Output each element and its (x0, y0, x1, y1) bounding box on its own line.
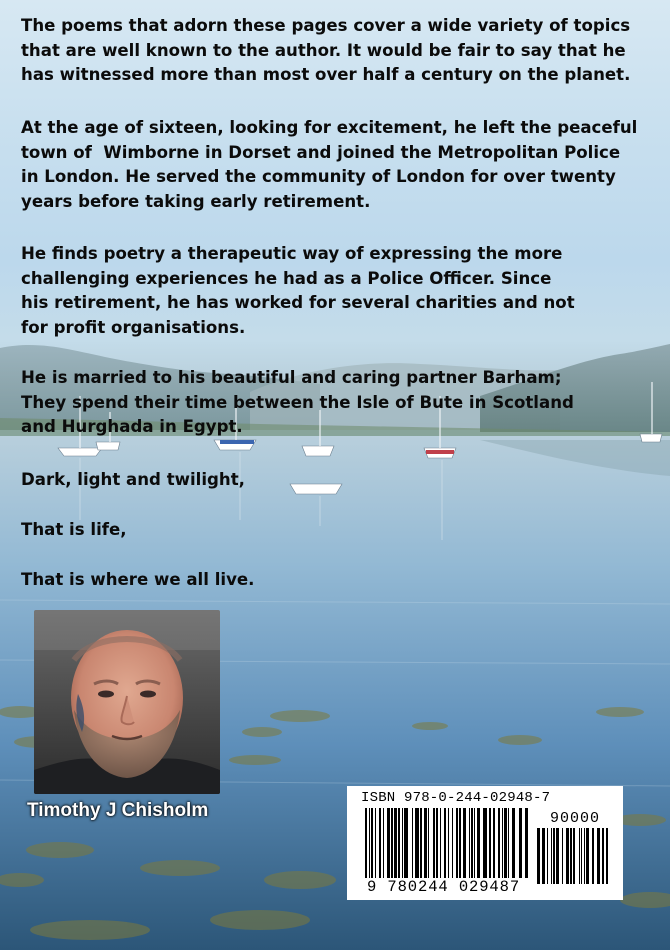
barcode-bar (562, 828, 563, 884)
text-line: and Hurghada in Egypt. (21, 417, 243, 436)
barcode-bar (581, 828, 582, 884)
barcode-bar (542, 828, 545, 884)
barcode-bar (456, 808, 458, 878)
text-line: town of Wimborne in Dorset and joined the Metropolitan Police (21, 142, 621, 162)
barcode-bar (448, 808, 449, 878)
barcode-bar (440, 808, 441, 878)
bio-paragraph-3 (21, 242, 661, 340)
barcode-bar (493, 808, 495, 878)
text-line: That is life, (21, 520, 127, 539)
barcode-bar (584, 828, 585, 884)
barcode-bar (459, 808, 461, 878)
barcode-bar (428, 808, 429, 878)
barcode-bar (436, 808, 438, 878)
barcode-bar (383, 808, 384, 878)
barcode-bar (537, 828, 540, 884)
barcode-bar (489, 808, 491, 878)
barcode-bar (504, 808, 507, 878)
isbn-label: ISBN 978-0-244-02948-7 (361, 790, 551, 806)
bio-paragraph-2 (21, 116, 661, 214)
barcode-bar (424, 808, 427, 878)
isbn-barcode (347, 786, 623, 900)
barcode-bar (508, 808, 509, 878)
barcode-bar (469, 808, 470, 878)
verse-line-3 (21, 568, 661, 593)
barcode-bar (573, 828, 575, 884)
barcode-bar (498, 808, 500, 878)
text-line: for profit organisations. (21, 317, 246, 337)
barcode-bar (502, 808, 503, 878)
text-line: years before taking early retirement. (21, 191, 371, 211)
text-line: At the age of sixteen, looking for excitement, he left the peaceful (21, 118, 638, 137)
barcode-bar (512, 808, 515, 878)
bio-paragraph-1 (21, 14, 661, 88)
barcode-bar (379, 808, 381, 878)
barcode-bar (570, 828, 572, 884)
barcode-bar (579, 828, 580, 884)
author-name: Timothy J Chisholm (27, 800, 209, 821)
text-line: He finds poetry a therapeutic way of expressing the more (21, 244, 563, 263)
text-line: That is where we all live. (21, 570, 255, 589)
barcode-bar (387, 808, 390, 878)
text-line: has witnessed more than most over half a century on the planet. (21, 65, 631, 84)
barcode-bar (553, 828, 555, 884)
barcode-bar (519, 808, 522, 878)
text-line: He is married to his beautiful and caring partner Barham; (21, 368, 562, 387)
barcode-bar (586, 828, 589, 884)
barcode-bar (412, 808, 413, 878)
barcode-bar (547, 828, 548, 884)
verse-line-2 (21, 518, 661, 543)
barcode-bar (415, 808, 419, 878)
text-line: that are well known to the author. It would be fair to say that he (21, 40, 626, 60)
author-photo (34, 610, 220, 794)
barcode-bar (471, 808, 473, 878)
barcode-bar (404, 808, 408, 878)
text-line: challenging experiences he had as a Police Officer. Since (21, 268, 552, 288)
barcode-bar (592, 828, 594, 884)
barcode-bar (556, 828, 559, 884)
text-line: The poems that adorn these pages cover a wide variety of topics (21, 16, 631, 35)
barcode-bar (444, 808, 446, 878)
barcode-bar (391, 808, 393, 878)
barcode-bar (602, 828, 604, 884)
barcode-bar (551, 828, 552, 884)
barcode-bar (452, 808, 453, 878)
barcode-bar (477, 808, 480, 878)
barcode-bar (398, 808, 400, 878)
barcode-bar (375, 808, 376, 878)
verse-line-1 (21, 468, 661, 493)
barcode-bar (463, 808, 466, 878)
barcode-bar (606, 828, 608, 884)
barcode-bar (420, 808, 422, 878)
barcode-bar (402, 808, 403, 878)
text-line: They spend their time between the Isle of Bute in Scotland (21, 392, 574, 412)
text-line: his retirement, he has worked for several charities and not (21, 293, 575, 312)
barcode-bar (394, 808, 397, 878)
barcode-bar (369, 808, 370, 878)
barcode-bar (483, 808, 487, 878)
text-line: in London. He served the community of London for over twenty (21, 167, 616, 186)
bio-paragraph-4 (21, 366, 661, 440)
barcode-bar (525, 808, 528, 878)
barcode-bar (566, 828, 569, 884)
barcode-addon-digits: 90000 (550, 810, 601, 827)
barcode-bar (371, 808, 373, 878)
author-portrait-icon (34, 610, 220, 794)
barcode-bar (474, 808, 475, 878)
barcode-bar (597, 828, 600, 884)
barcode-bar (365, 808, 367, 878)
barcode-ean-digits: 9 780244 029487 (367, 878, 521, 896)
text-line: Dark, light and twilight, (21, 470, 245, 489)
barcode-bar (433, 808, 435, 878)
